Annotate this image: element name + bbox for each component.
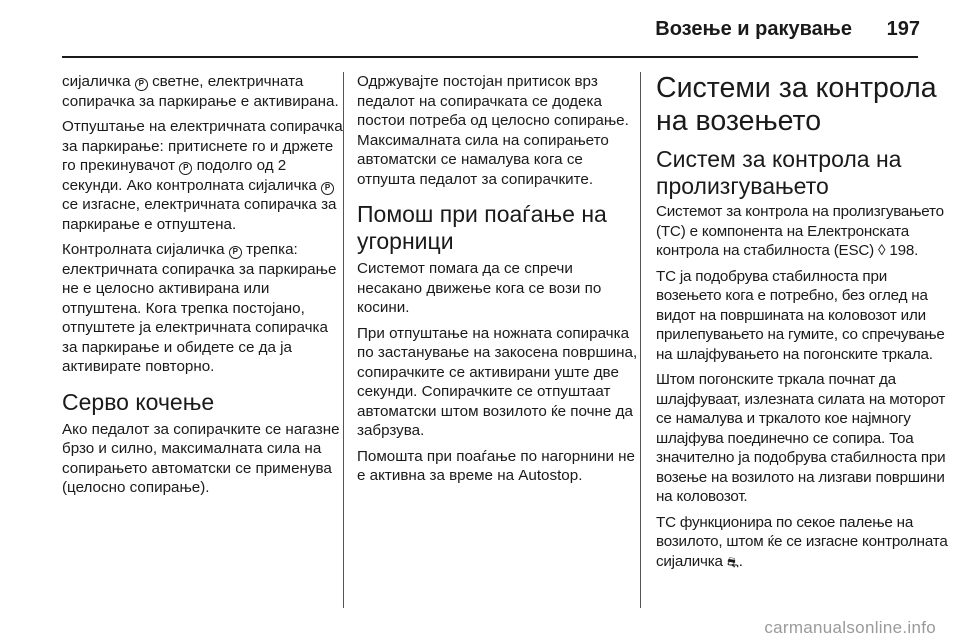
column-divider [640,72,641,608]
text: TC функционира по секое палење на возилото, штом ќе се изгасне контролната сијаличка [656,513,948,570]
header-rule [62,56,918,58]
paragraph: Системот помага да се спречи несакано движење кога се вози по косини. [357,260,602,316]
chapter-heading: Системи за контрола на возењето [656,72,937,137]
section-heading: Помош при поаѓање на угорници [357,201,607,254]
paragraph [62,72,344,111]
page-number: 197 [886,18,920,40]
page-title: Возење и ракување [655,18,852,40]
paragraph: Штом погонските тркала почнат да шлајфуваат, излезната силата на моторот се намалува и тркалото кое најмногу шлајфува поединечно се сопира. Тоа значително ја подобрува стабилноста при возење на возилото на лизгави површини на коловозот. [656,371,946,505]
paragraph: При отпуштање на ножната сопирачка по застанување на закосена површина, сопирачките се активирани уште две секунди. Сопирачките се отпуштаат автоматски штом возилото ќе почне да забрзува. [357,324,638,439]
text: трепка: електричната сопирачка за паркирање не е целосно активирана или отпуштена. Кога трепка постојано, отпуштете ја електричната сопирачка за паркирање и обидете се да ја активирате повторно. [62,241,337,375]
parking-brake-lamp-icon: P [229,246,242,259]
page-header [0,0,960,62]
paragraph [62,117,344,234]
parking-brake-lamp-icon: P [179,162,192,175]
text: . [738,552,743,570]
text: Отпуштање на електричната сопирачка за паркирање: притиснете го и држете го прекинувачот [62,118,343,174]
paragraph: Одржувајте постојан притисок врз педалот на сопирачката се додека постои потреба од целосно сопирање. Максималната сила на сопирањето автоматски се намалува кога се отпушта педалот за сопирачките. [357,73,629,188]
paragraph: Помошта при поаѓање по нагорнини не е активна за време на Autostop. [357,447,635,484]
parking-brake-lamp-icon: P [321,182,334,195]
column-left [62,72,344,504]
text: се изгасне, електричната сопирачка за паркирање е отпуштена. [62,196,337,233]
column-right [656,72,956,578]
paragraph [62,240,344,377]
text: подолго од 2 секунди. Ако контролната сијаличка [62,157,317,194]
text: сијаличка [62,73,131,90]
paragraph: Ако педалот за сопирачките се нагазне брзо и силно, максималната сила на сопирањето автоматски се применува (целосно сопирање). [62,420,340,496]
column-middle [357,72,639,492]
paragraph: Системот за контрола на пролизгувањето (TC) е компонента на Електронската контрола на стабилноста (ESC) ◊ 198. [656,203,944,259]
text: светне, електричната сопирачка за паркирање е активирана. [62,73,339,110]
paragraph: TC ја подобрува стабилноста при возењето кога е потребно, без оглед на видот на површината на коловозот или прилепувањето на гумите, со спречување на шлајфувањето на погонските тркала. [656,267,945,363]
traction-control-lamp-icon: ⛐ [726,553,739,570]
paragraph [656,513,956,573]
section-heading: Серво кочење [62,388,215,415]
watermark: carmanualsonline.info [764,618,936,637]
text: Контролната сијаличка [62,241,225,258]
parking-brake-lamp-icon: P [135,78,148,91]
section-heading: Систем за контрола на пролизгувањето [656,146,902,199]
